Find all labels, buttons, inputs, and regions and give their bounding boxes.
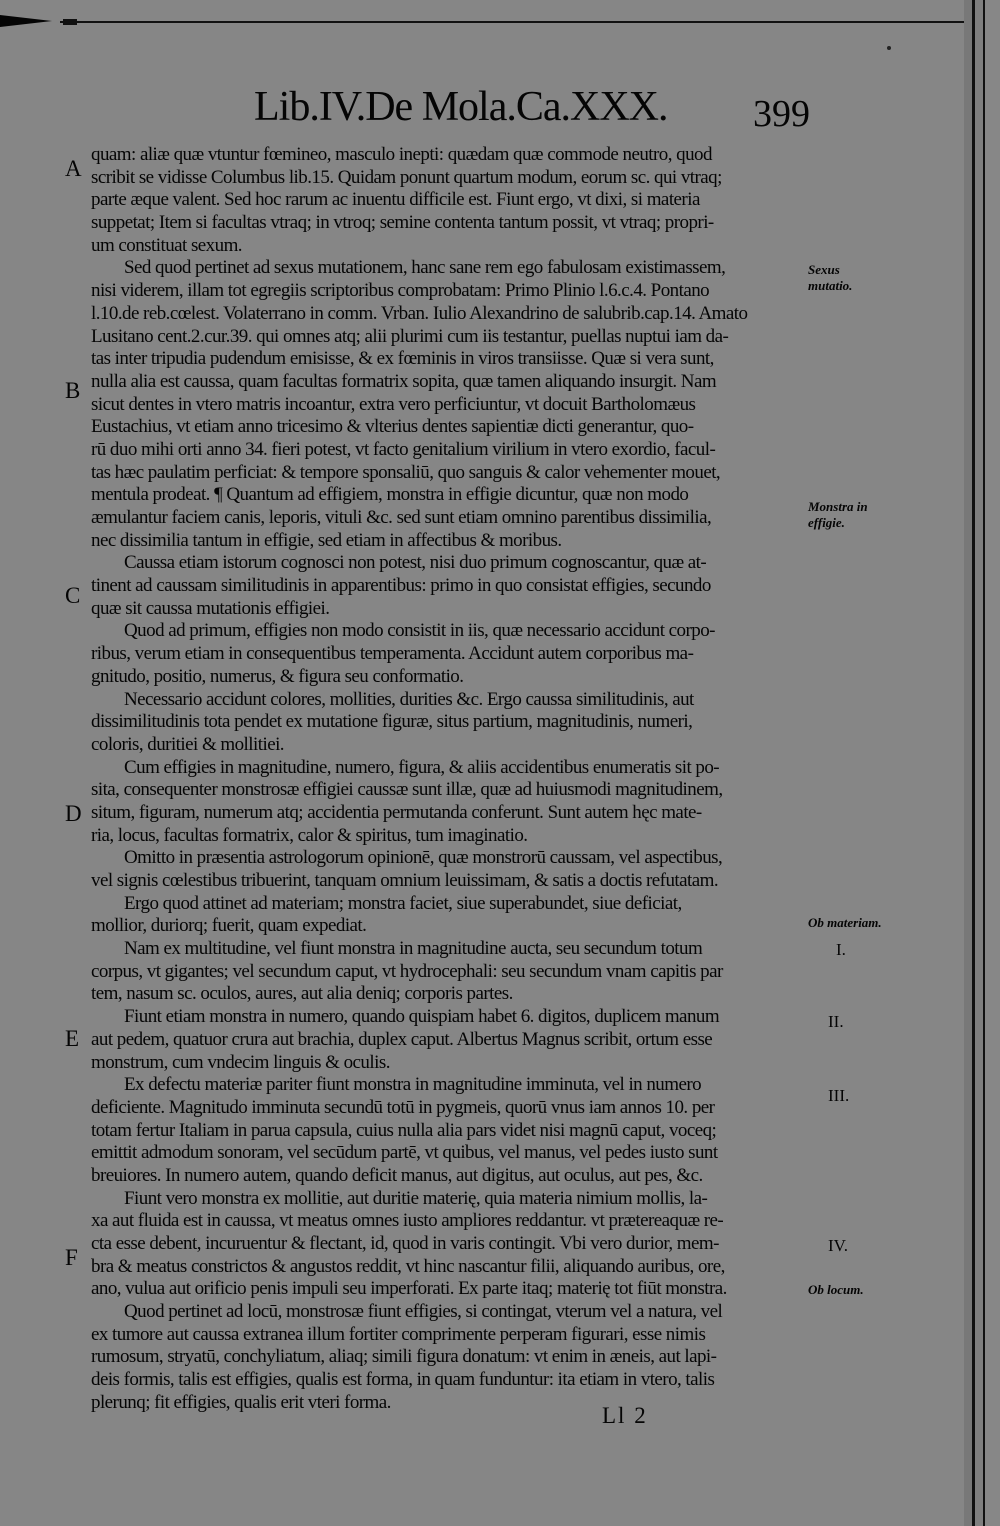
text-line: emittit admodum sonoram, vel secūdum partē, vt quibus, vel manus, vel pedes iusto sunt — [91, 1142, 718, 1164]
text-line: sicut dentes in vtero matris incoantur, extra vero perficiuntur, vt docuit Bartholomæus — [91, 393, 696, 415]
roman-numeral-i: I. — [836, 940, 846, 959]
text-line: xa aut fluida est in caussa, vt meatus omnes iusto ampliores reddantur. vt prætereaquæ re- — [91, 1210, 724, 1232]
text-line: mollior, duriorq; fuerit, quam expediat. — [91, 915, 367, 937]
running-head: Lib.IV.De Mola.Ca.XXX. — [254, 84, 668, 130]
text-line: Cum effigies in magnitudine, numero, figura, & aliis accidentibus enumeratis sit po- — [124, 756, 720, 778]
text-line: nisi viderem, illam tot egregiis scriptoribus comprobatam: Primo Plinio l.6.c.4. Pontano — [91, 280, 710, 302]
text-line: um constituat sexum. — [91, 234, 243, 256]
text-line: quam: aliæ quæ vtuntur fœmineo, masculo inepti: quædam quæ commode neutro, quod — [91, 144, 712, 165]
section-letter-d: D — [65, 801, 82, 826]
text-line: aut pedem, quatuor crura aut brachia, duplex caput. Albertus Magnus scribit, ortum esse — [91, 1028, 713, 1050]
printer-pointer-mark — [0, 15, 52, 27]
top-rule-line — [60, 21, 965, 23]
text-line: Eustachius, vt etiam anno tricesimo & vlterius dentes sapientiæ dicti generantur, quo- — [91, 416, 694, 438]
text-line: breuiores. In numero autem, quando deficit manus, aut digitus, aut oculus, aut pes, &c. — [91, 1164, 703, 1186]
text-line: bra & meatus constrictos & angustos reddit, vt hinc nascantur filii, aliquando auribus, ore, — [91, 1255, 725, 1277]
text-line: nulla alia est caussa, quam facultas formatrix sopita, quæ tamen aliquando insurgit. Nam — [91, 370, 717, 392]
text-line: Ex defectu materiæ pariter fiunt monstra in magnitudine imminuta, vel in numero — [124, 1074, 702, 1096]
section-letter-f: F — [65, 1245, 78, 1270]
margin-note-locum: Ob locum. — [808, 1282, 864, 1297]
text-line: deficiente. Magnitudo imminuta secundū totū in pygmeis, quorū vnus iam annos 10. per — [91, 1096, 715, 1118]
text-line: Quod ad primum, effigies non modo consistit in iis, quæ necessario accidunt corpo- — [124, 620, 715, 642]
text-line: nec dissimilia tantum in effigie, sed etiam in affectibus & moribus. — [91, 529, 562, 551]
text-line: monstrum, cum vndecim linguis & oculis. — [91, 1051, 390, 1073]
text-line: rumosum, stryatū, conchyliatum, aliaq; simili figura donatum: vt enim in æneis, aut lapi- — [91, 1346, 717, 1368]
text-line: tas hæc paulatim perficiat: & tempore sponsaliū, quo sanguis & calor vehementer mouet, — [91, 461, 721, 483]
text-line: tinent ad caussam similitudinis in apparentibus: primo in quo consistat effigies, secundo — [91, 575, 711, 597]
text-line: Necessario accidunt colores, mollities, durities &c. Ergo caussa similitudinis, aut — [124, 688, 694, 710]
margin-note-sexus: Sexus mutatio. — [808, 262, 853, 293]
roman-numeral-ii: II. — [828, 1012, 844, 1031]
text-line: Omitto in præsentia astrologorum opinionē, quæ monstrorū caussam, vel aspectibus, — [124, 847, 723, 869]
text-line: ano, vulua aut orificio penis impuli seu imperforati. Ex parte itaq; materię tot fiūt monstra. — [91, 1278, 727, 1300]
text-line: totam fertur Italiam in parua capsula, cuius nulla alia pars videt nisi magnū caput, voceq; — [91, 1119, 717, 1141]
text-line: rū duo mihi orti anno 34. fieri potest, vt facto genitalium virilium in vtero exordio, facul- — [91, 438, 716, 460]
text-line: Caussa etiam istorum cognosci non potest, nisi duo primum cognoscantur, quæ at- — [124, 552, 707, 574]
text-line: ex tumore aut caussa extranea illum fortiter comprimente perperam figurari, esse nimis — [91, 1323, 706, 1345]
text-line: Quod pertinet ad locū, monstrosæ fiunt effigies, si contingat, vterum vel a natura, vel — [124, 1301, 723, 1323]
text-line: parte æque valent. Sed hoc rarum ac inuentu difficile est. Fiunt ergo, vt dixi, si materia — [91, 189, 700, 211]
body-text — [91, 144, 809, 1415]
text-line: coloris, duritiei & mollitiei. — [91, 733, 285, 755]
text-line: suppetat; Item si facultas vtraq; in vtroq; semine contenta tantum possit, vt vtraq; propri- — [91, 212, 714, 234]
text-line: scribit se vidisse Columbus lib.15. Quidam ponunt quartum modum, eorum sc. qui vtraq; — [91, 166, 722, 188]
page-number: 399 — [753, 93, 810, 135]
text-line: æmulantur faciem canis, leporis, vituli &c. sed sunt etiam omnino parentibus dissimilia, — [91, 507, 712, 528]
text-line: dissimilitudinis tota pendet ex mutatione figuræ, situs partium, magnitudinis, numeri, — [91, 711, 693, 733]
text-line: Lusitano cent.2.cur.39. qui omnes atq; alii plurimi cum iis testantur, puellas nuptui iam da- — [91, 325, 729, 347]
text-line: l.10.de reb.cœlest. Volaterrano in comm. Vrban. Iulio Alexandrino de salubrib.cap.14. Amato — [91, 302, 748, 324]
roman-numeral-iv: IV. — [828, 1236, 848, 1255]
text-line: ria, locus, facultas formatrix, calor & spiritus, tum imaginatio. — [91, 824, 528, 846]
text-line: cta esse debent, incuruentur & flectant, id, quod in varis contingit. Vbi vero durior, mem- — [91, 1233, 719, 1254]
section-letter-e: E — [65, 1026, 80, 1051]
text-line: situm, figuram, numerum atq; accidentia permutanda conferunt. Sunt autem hęc mate- — [91, 801, 702, 823]
ink-dot — [887, 46, 891, 50]
text-line: Nam ex multitudine, vel fiunt monstra in magnitudine aucta, seu secundum totum — [124, 938, 703, 960]
text-line: quæ sit caussa mutationis effigiei. — [91, 597, 330, 619]
section-letter-a: A — [65, 156, 82, 181]
text-line: Fiunt vero monstra ex mollitie, aut duritie materię, quia materia nimium mollis, la- — [124, 1187, 708, 1209]
section-letter-c: C — [65, 583, 81, 608]
text-line: deis formis, talis est effigies, qualis est forma, in quam funduntur: ita etiam in vtero, talis — [91, 1369, 715, 1391]
text-line: ribus, verum etiam in consequentibus temperamenta. Accidunt autem corporibus ma- — [91, 643, 694, 665]
text-line: Fiunt etiam monstra in numero, quando quispiam habet 6. digitos, duplicem manum — [124, 1006, 720, 1028]
roman-numeral-iii: III. — [828, 1086, 850, 1105]
page-edge-shadow — [964, 0, 1000, 1526]
text-line: tem, nasum sc. oculos, aures, aut alia deniq; corporis partes. — [91, 983, 513, 1005]
catchword-signature: Ll 2 — [602, 1403, 648, 1428]
text-line: plerunq; fit effigies, qualis erit vteri forma. — [91, 1391, 391, 1413]
section-letter-b: B — [65, 378, 81, 403]
text-line: sita, consequenter monstrosæ effigiei caussæ sunt illæ, quæ ad huiusmodi magnitudinem, — [91, 779, 723, 801]
text-line: Ergo quod attinet ad materiam; monstra faciet, siue superabundet, siue deficiat, — [124, 892, 682, 914]
text-line: corpus, vt gigantes; vel secundum caput, vt hydrocephali: seu secundum vnam capitis par — [91, 960, 723, 982]
text-line: Sed quod pertinet ad sexus mutationem, hanc sane rem ego fabulosam existimassem, — [124, 257, 726, 279]
margin-note-monstra: Monstra in effigie. — [808, 499, 868, 530]
text-line: gnitudo, positio, numerus, & figura seu conformatio. — [91, 665, 464, 687]
text-line: tas inter tripudia pudendum emisisse, & ex fœminis in viros transiisse. Quæ si vera sunt, — [91, 348, 714, 370]
text-line: mentula prodeat. ¶ Quantum ad effigiem, monstra in effigie dicuntur, quæ non modo — [91, 484, 689, 506]
margin-note-materiam: Ob materiam. — [808, 915, 882, 930]
text-line: vel signis cœlestibus tribuerint, tanquam omnium leuissimam, & satis a doctis refutatam. — [91, 870, 719, 891]
